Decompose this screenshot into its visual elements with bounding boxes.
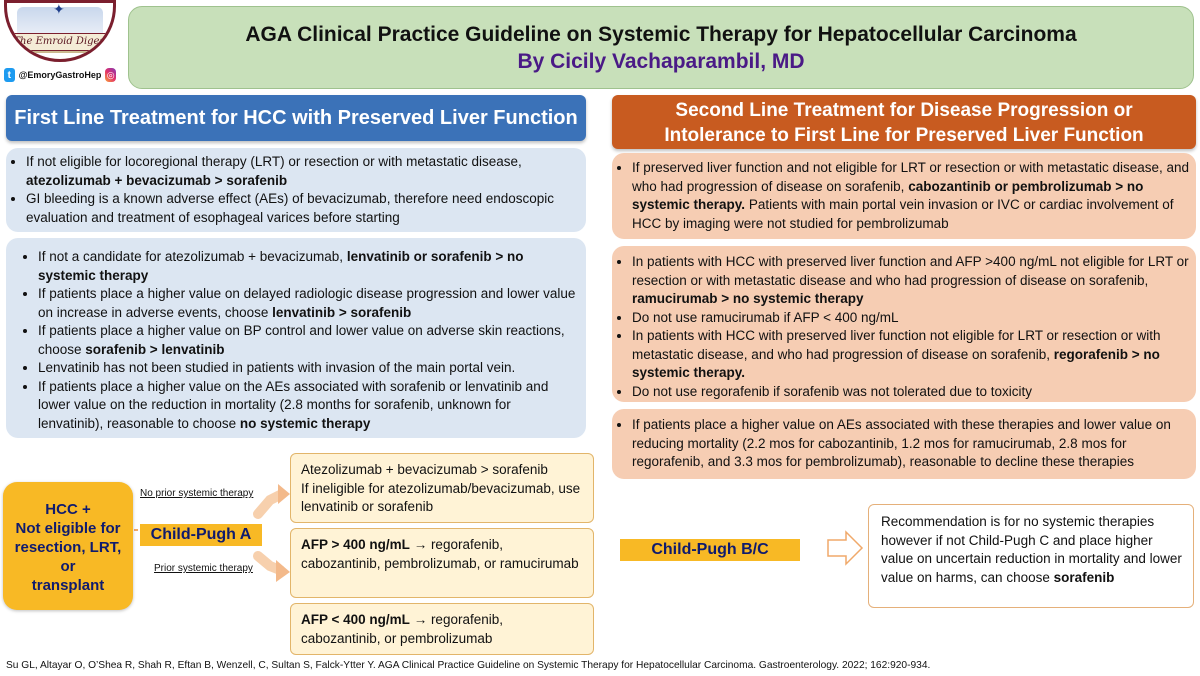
option-line: Atezolizumab + bevacizumab > sorafenib	[301, 462, 548, 477]
list-item: • If patients place a higher value on delayed radiologic disease progression and lower value on increase in adverse events, choose lenvatinib > sorafenib	[38, 285, 578, 322]
list-item: • GI bleeding is a known adverse effect (AEs) of bevacizumab, therefore need endoscopic evaluation and treatment of esophageal varices before starting	[26, 190, 578, 227]
social-handle: @EmoryGastroHep	[18, 70, 102, 80]
first-line-header: First Line Treatment for HCC with Preserved Liver Function	[6, 95, 586, 141]
hcc-criteria-box	[3, 482, 133, 610]
no-prior-therapy-label: No prior systemic therapy	[140, 488, 254, 499]
instagram-icon[interactable]: ◎	[105, 68, 116, 82]
star-icon: ✦	[53, 1, 65, 17]
afp-high-label: AFP > 400 ng/mL	[301, 537, 410, 552]
prior-therapy-label: Prior systemic therapy	[154, 563, 253, 574]
hcc-line: Not eligible for	[15, 520, 121, 537]
list-item: • If patients place a higher value on AEs associated with these therapies and lower value on reducing mortality (2.2 mos for cabozantinib, 1.2 mos for ramucirumab, 2.8 mos for regorafenib, and 3.3 mos for pembrolizumab), reasonable to decline these therapies	[632, 416, 1190, 472]
arrow-icon: →	[413, 612, 428, 627]
second-line-header-line1: Second Line Treatment for Disease Progression or	[675, 100, 1133, 121]
child-pugh-a-label: Child-Pugh A	[140, 524, 262, 546]
second-line-header-line2: Intolerance to First Line for Preserved Liver Function	[664, 125, 1144, 146]
child-pugh-bc-label: Child-Pugh B/C	[620, 539, 800, 561]
list-item: • In patients with HCC with preserved liver function not eligible for LRT or resection or with metastatic disease, and who had progression of disease on sorafenib, regorafenib > no systemic therapy.	[632, 327, 1190, 383]
arrow-icon: →	[413, 537, 428, 552]
no-prior-arrow-head	[278, 484, 290, 504]
list-item: • If patients place a higher value on BP control and lower value on adverse skin reactions, choose sorafenib > lenvatinib	[38, 322, 578, 359]
hcc-line: or	[60, 558, 76, 575]
author-line: By Cicily Vachaparambil, MD	[517, 50, 805, 73]
list-item: • If preserved liver function and not eligible for LRT or resection or with metastatic disease, and who had progression of disease on sorafenib, cabozantinib or pembrolizumab > no systemic therapy. Patients with main portal vein invasion or IVC or cardiac involvement of HCC by imaging were not studied for pembrolizumab	[632, 159, 1190, 233]
afp-high-options: regorafenib, cabozantinib, pembrolizumab, or ramucirumab	[301, 537, 579, 571]
afp-low-option-box	[290, 603, 594, 655]
list-item: • If not a candidate for atezolizumab + bevacizumab, lenvatinib or sorafenib > no systemic therapy	[38, 248, 578, 285]
list-item: • Lenvatinib has not been studied in patients with invasion of the main portal vein.	[38, 359, 578, 378]
list-item: • In patients with HCC with preserved liver function and AFP >400 ng/mL not eligible for LRT or resection or with metastatic disease and who had progression of disease on sorafenib, ramucirumab > no systemic therapy	[632, 253, 1190, 309]
citation: Su GL, Altayar O, O’Shea R, Shah R, Eftan B, Wenzell, C, Sultan S, Falck-Ytter Y. AGA Clinical Practice Guideline on Systemic Therapy for Hepatocellular Carcinoma. Gastroenterology. 2022; 162:920-934.	[6, 660, 931, 671]
child-pugh-bc-recommendation: Recommendation is for no systemic therapies however if not Child-Pugh C and place higher value on uncertain reduction in mortality and lower value on harms, can choose sorafenib	[868, 504, 1194, 608]
afp-low-label: AFP < 400 ng/mL	[301, 612, 410, 627]
page-title: AGA Clinical Practice Guideline on Systemic Therapy for Hepatocellular Carcinoma	[245, 23, 1077, 46]
afp-low-options: regorafenib, cabozantinib, or pembrolizumab	[301, 612, 503, 646]
list-item: • Do not use regorafenib if sorafenib was not tolerated due to toxicity	[632, 383, 1190, 402]
twitter-icon[interactable]: t	[4, 68, 15, 82]
hcc-line: resection, LRT,	[14, 539, 122, 556]
afp-high-option-box	[290, 528, 594, 598]
child-pugh-bc-arrow	[828, 532, 862, 564]
option-line: If ineligible for atezolizumab/bevacizumab, use lenvatinib or sorafenib	[301, 480, 581, 514]
first-line-option-box	[290, 453, 594, 523]
hcc-line: HCC +	[45, 501, 91, 518]
list-item: • If patients place a higher value on the AEs associated with sorafenib or lenvatinib and lower value on the reduction in mortality (2.8 months for sorafenib, unknown for lenvatinib), reasonable to choose no systemic therapy	[38, 378, 578, 434]
hcc-line: transplant	[31, 577, 105, 594]
logo-banner: The Emroid Digest	[5, 33, 116, 51]
list-item: • If not eligible for locoregional therapy (LRT) or resection or with metastatic disease, atezolizumab + bevacizumab > sorafenib	[26, 153, 578, 190]
list-item: • Do not use ramucirumab if AFP < 400 ng/mL	[632, 309, 1190, 328]
